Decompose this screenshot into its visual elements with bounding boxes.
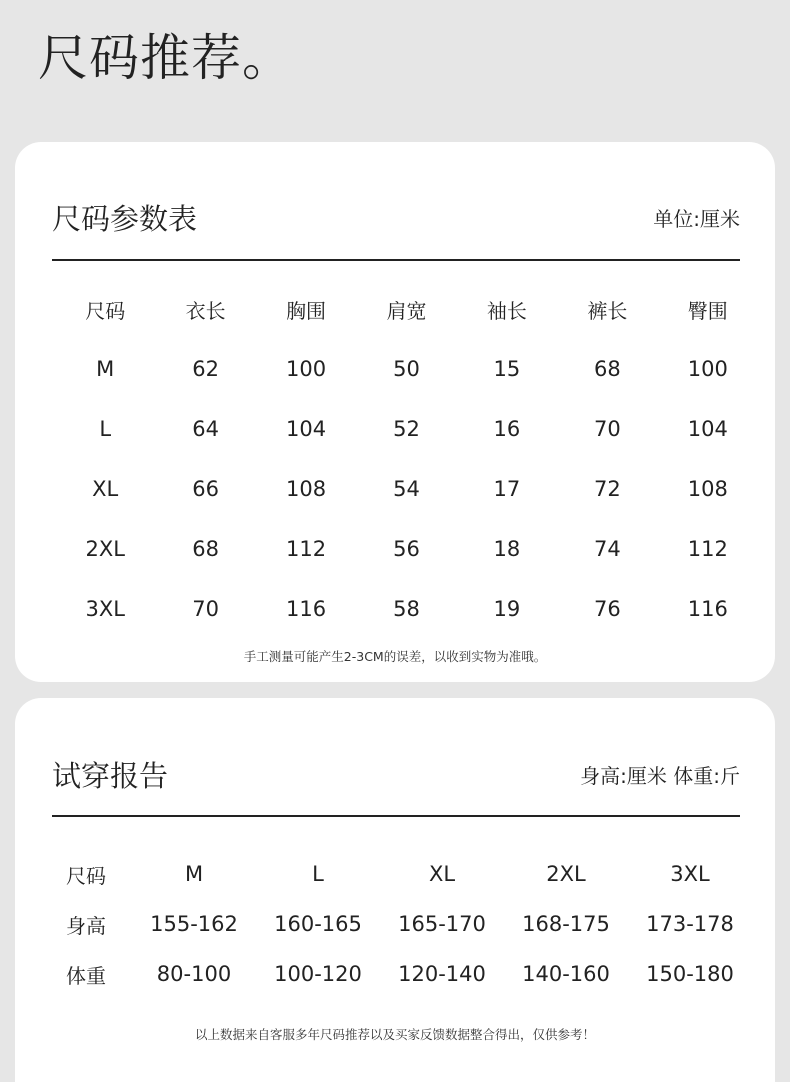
table-cell: 70 [192,597,219,621]
table-cell: 112 [687,537,728,561]
table-cell: 108 [286,477,327,501]
table-cell: 100 [687,357,728,381]
table-cell: 62 [192,357,219,381]
table-cell: 165-170 [398,912,486,936]
table-cell: 160-165 [274,912,362,936]
table-row [52,849,752,899]
trial-report-header [52,754,740,795]
table-cell: 52 [393,417,420,441]
table-cell: XL [428,862,456,886]
table-cell: 173-178 [646,912,734,936]
table-cell: 64 [192,417,219,441]
column-header: 胸围 [286,298,327,323]
trial-table [52,849,752,999]
table-cell: 66 [192,477,219,501]
table-cell: 2XL [546,862,586,886]
table-cell: 3XL [85,597,125,621]
column-header: 肩宽 [386,298,427,323]
size-chart-card [15,142,775,682]
trial-report-card [15,698,775,1082]
table-cell: M [96,357,115,381]
table-cell: 100 [286,357,327,381]
table-cell: M [184,862,204,886]
column-header: 尺码 [85,298,126,323]
table-cell: 155-162 [150,912,238,936]
row-label: 体重 [66,963,106,988]
trial-report-note: 以上数据来自客服多年尺码推荐以及买家反馈数据整合得出，仅供参考！ [194,1027,595,1042]
table-cell: 100-120 [274,962,362,986]
table-cell: 150-180 [646,962,734,986]
column-header: 袖长 [486,298,527,323]
row-label: 身高 [66,913,106,938]
size-chart-title: 尺码参数表 [52,202,198,236]
table-cell: 68 [593,357,621,381]
table-cell: 3XL [670,862,710,886]
column-header: 衣长 [185,298,226,323]
table-cell: 80-100 [156,962,232,986]
size-table [55,279,758,639]
table-cell: 72 [593,477,621,501]
table-cell: 50 [393,357,420,381]
row-label: 尺码 [66,863,106,888]
table-cell: 58 [393,597,420,621]
table-cell: 19 [493,597,521,621]
table-cell: 16 [493,417,521,441]
table-row [55,579,758,639]
table-row [55,399,758,459]
divider [52,259,740,261]
table-row [52,899,752,949]
size-table-header-row [55,279,758,339]
table-cell: 140-160 [522,962,610,986]
table-cell: 116 [687,597,728,621]
trial-report-title: 试穿报告 [52,759,169,793]
table-row [55,459,758,519]
table-cell: XL [92,477,119,501]
table-cell: 54 [393,477,420,501]
page-title: 尺码推荐。 [38,29,293,87]
table-row [55,339,758,399]
table-cell: 104 [687,417,728,441]
table-row [55,519,758,579]
table-cell: 56 [393,537,420,561]
table-cell: 104 [286,417,327,441]
table-cell: 15 [493,357,521,381]
table-cell: L [99,417,112,441]
table-row [52,949,752,999]
table-cell: 168-175 [522,912,610,936]
table-cell: 17 [493,477,521,501]
size-chart-unit: 单位:厘米 [653,207,740,231]
table-cell: L [312,862,324,886]
table-cell: 108 [687,477,728,501]
divider [52,815,740,817]
table-cell: 74 [593,537,621,561]
trial-report-unit: 身高:厘米 体重:斤 [580,764,740,788]
size-chart-header [52,197,740,238]
table-cell: 76 [593,597,621,621]
table-cell: 116 [286,597,327,621]
column-header: 臀围 [687,298,728,323]
table-cell: 18 [493,537,521,561]
table-cell: 120-140 [398,962,486,986]
column-header: 裤长 [587,298,628,323]
table-cell: 68 [192,537,219,561]
table-cell: 112 [286,537,327,561]
size-chart-note: 手工测量可能产生2-3CM的误差，以收到实物为准哦。 [243,649,547,664]
table-cell: 2XL [85,537,125,561]
table-cell: 70 [593,417,621,441]
